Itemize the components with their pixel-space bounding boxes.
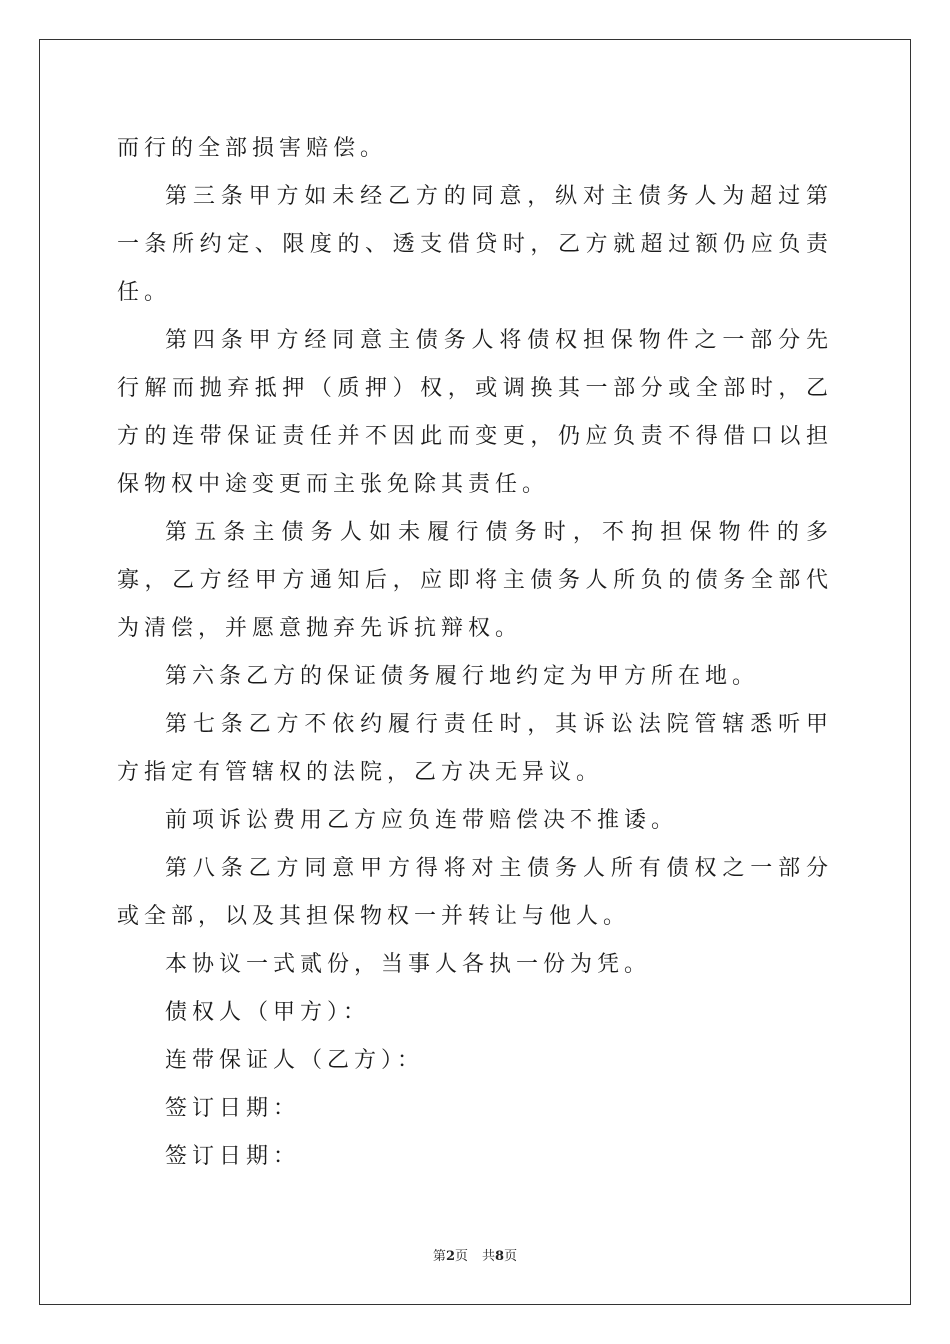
page-footer [0, 1245, 950, 1264]
paragraph: 第三条甲方如未经乙方的同意，纵对主债务人为超过第一条所约定、限度的、透支借贷时，乙方就超过额仍应负责任。 [117, 184, 833, 305]
paragraph: 前项诉讼费用乙方应负连带赔偿决不推诿。 [165, 808, 679, 833]
paragraph: 第五条主债务人如未履行债务时，不拘担保物件的多寡，乙方经甲方通知后，应即将主债务人所负的债务全部代为清偿，并愿意抛弃先诉抗辩权。 [117, 520, 833, 641]
signature-label-creditor: 债权人（甲方）： [165, 1000, 371, 1025]
document-body [117, 125, 833, 1181]
page-number: 第2页 [432, 1249, 468, 1264]
paragraph: 而行的全部损害赔偿。 [117, 136, 388, 161]
paragraph: 第四条甲方经同意主债务人将债权担保物件之一部分先行解而抛弃抵押（质押）权，或调换其一部分或全部时，乙方的连带保证责任并不因此而变更，仍应负责不得借口以担保物权中途变更而主张免除其责任。 [117, 328, 833, 497]
signature-label-guarantor: 连带保证人（乙方）： [165, 1048, 425, 1073]
paragraph: 第八条乙方同意甲方得将对主债务人所有债权之一部分或全部，以及其担保物权一并转让与他人。 [117, 856, 833, 929]
paragraph: 第六条乙方的保证债务履行地约定为甲方所在地。 [165, 664, 760, 689]
signing-date-label: 签订日期： [165, 1096, 301, 1121]
paragraph: 第七条乙方不依约履行责任时，其诉讼法院管辖悉听甲方指定有管辖权的法院，乙方决无异议。 [117, 712, 833, 785]
paragraph: 本协议一式贰份，当事人各执一份为凭。 [165, 952, 652, 977]
page-total: 共8页 [482, 1249, 518, 1264]
signing-date-label: 签订日期： [165, 1144, 301, 1169]
